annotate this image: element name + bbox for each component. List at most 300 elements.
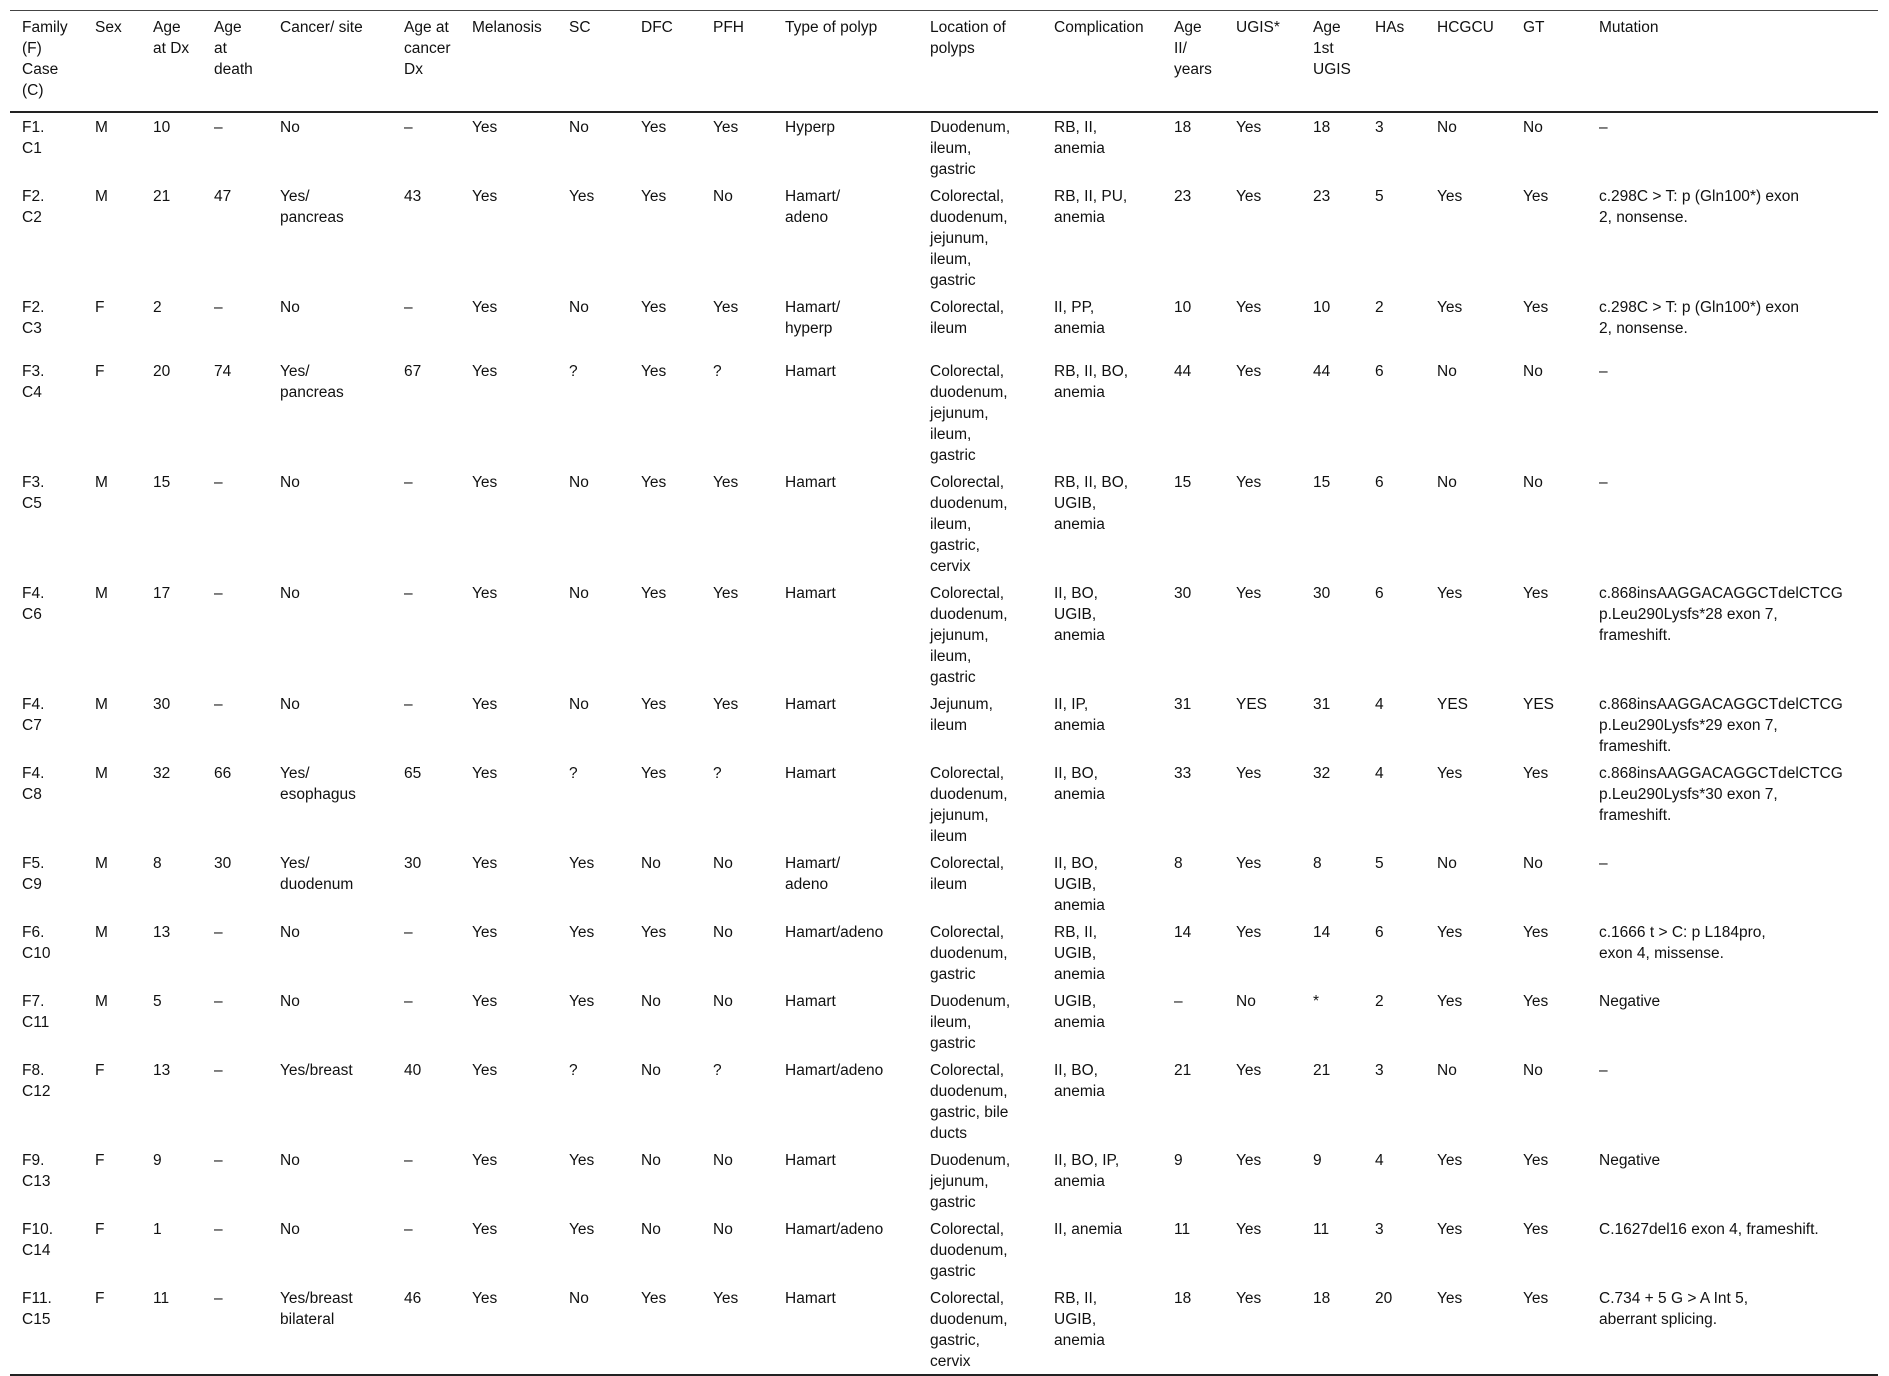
table-cell: F — [95, 1152, 105, 1169]
table-cell: RB, II, anemia — [1054, 119, 1105, 157]
table-cell: 30 — [1313, 585, 1331, 602]
table-cell: Hamart — [785, 993, 836, 1010]
table-cell: No — [280, 474, 300, 491]
table-cell: No — [569, 474, 589, 491]
table-cell: 8 — [1174, 855, 1183, 872]
table-cell: M — [95, 924, 108, 941]
table-cell: – — [214, 696, 223, 713]
table-cell: No — [641, 855, 661, 872]
table-cell: 6 — [1375, 363, 1384, 380]
table-cell: Colorectal, duodenum, jejunum, ileum, gastric — [930, 188, 1008, 289]
table-cell: 15 — [1174, 474, 1192, 491]
table-cell: No — [641, 1221, 661, 1238]
column-header: Age at death — [214, 19, 253, 78]
table-cell: 14 — [1174, 924, 1192, 941]
table-cell: – — [1599, 363, 1608, 380]
table-cell: F — [95, 1221, 105, 1238]
table-cell: – — [214, 1152, 223, 1169]
table-cell: No — [1236, 993, 1256, 1010]
table-cell: Yes — [1523, 1152, 1549, 1169]
table-cell: F — [95, 1290, 105, 1307]
table-cell: 15 — [153, 474, 171, 491]
table-cell: Yes — [1437, 1221, 1463, 1238]
table-cell: Yes — [1437, 188, 1463, 205]
table-cell: Colorectal, duodenum, gastric, cervix — [930, 1290, 1008, 1370]
table-cell: 9 — [1313, 1152, 1322, 1169]
table-cell: Yes — [713, 299, 739, 316]
table-cell: Yes/breast bilateral — [280, 1290, 353, 1328]
table-cell: F — [95, 299, 105, 316]
table-cell: Yes — [1236, 1290, 1262, 1307]
table-cell: Hamart — [785, 474, 836, 491]
table-cell: 44 — [1313, 363, 1331, 380]
table-cell: Yes/ duodenum — [280, 855, 354, 893]
table-cell: Hamart/adeno — [785, 1221, 884, 1238]
table-cell: c.298C > T: p (Gln100*) exon 2, nonsense. — [1599, 188, 1800, 226]
table-cell: 8 — [1313, 855, 1322, 872]
table-cell: 66 — [214, 765, 232, 782]
table-cell: Yes — [1437, 585, 1463, 602]
table-cell: – — [404, 585, 413, 602]
table-cell: Yes — [472, 696, 498, 713]
table-cell: ? — [569, 1062, 578, 1079]
table-cell: 21 — [1174, 1062, 1192, 1079]
table-cell: YES — [1236, 696, 1268, 713]
column-header: Age at Dx — [153, 19, 190, 57]
table-cell: 43 — [404, 188, 422, 205]
table-cell: Yes — [472, 188, 498, 205]
table-cell: – — [404, 299, 413, 316]
table-cell: c.868insAAGGACAGGCTdelCTCG p.Leu290Lysfs*29 exon 7, frameshift. — [1599, 696, 1843, 755]
table-cell: Yes — [1236, 765, 1262, 782]
table-cell: ? — [569, 765, 578, 782]
table-cell: 32 — [153, 765, 171, 782]
table-cell: 44 — [1174, 363, 1192, 380]
table-cell: ? — [713, 765, 722, 782]
table-cell: F — [95, 1062, 105, 1079]
table-cell: RB, II, UGIB, anemia — [1054, 924, 1105, 983]
table-cell: * — [1313, 993, 1320, 1010]
table-cell: No — [280, 1152, 300, 1169]
table-cell: No — [1437, 855, 1457, 872]
table-cell: 13 — [153, 1062, 171, 1079]
table-cell: No — [713, 188, 733, 205]
table-cell: Negative — [1599, 993, 1661, 1010]
table-cell: 4 — [1375, 696, 1384, 713]
table-cell: 5 — [1375, 855, 1384, 872]
table-cell: 3 — [1375, 119, 1384, 136]
table-cell: RB, II, PU, anemia — [1054, 188, 1128, 226]
table-cell: M — [95, 188, 108, 205]
table-cell: Yes — [1236, 585, 1262, 602]
table-cell: Yes — [569, 188, 595, 205]
table-cell: No — [1437, 119, 1457, 136]
table-cell: Hamart — [785, 1290, 836, 1307]
table-cell: Yes — [1523, 993, 1549, 1010]
table-cell: – — [1599, 1062, 1608, 1079]
table-cell: No — [569, 119, 589, 136]
table-cell: Yes — [713, 585, 739, 602]
table-cell: – — [214, 1290, 223, 1307]
table-cell: Yes — [1523, 585, 1549, 602]
table-cell: F4. C6 — [22, 585, 45, 623]
table-cell: Hamart/ adeno — [785, 855, 841, 893]
table-cell: Colorectal, duodenum, jejunum, ileum, gastric — [930, 585, 1008, 686]
table-cell: ? — [713, 363, 722, 380]
table-cell: – — [404, 993, 413, 1010]
table-cell: F9. C13 — [22, 1152, 51, 1190]
column-header: UGIS* — [1236, 19, 1280, 36]
table-cell: 1 — [153, 1221, 162, 1238]
table-cell: 3 — [1375, 1062, 1384, 1079]
table-cell: Yes — [641, 188, 667, 205]
table-cell: Yes — [1437, 924, 1463, 941]
table-cell: F6. C10 — [22, 924, 51, 962]
table-cell: – — [214, 1062, 223, 1079]
table-cell: 5 — [1375, 188, 1384, 205]
table-cell: No — [280, 119, 300, 136]
table-cell: No — [1437, 474, 1457, 491]
table-cell: Yes — [569, 855, 595, 872]
table-cell: Yes — [1236, 119, 1262, 136]
table-cell: Colorectal, duodenum, gastric — [930, 1221, 1008, 1280]
table-cell: 17 — [153, 585, 171, 602]
table-cell: 46 — [404, 1290, 422, 1307]
table-row — [10, 918, 1878, 987]
table-cell: F — [95, 363, 105, 380]
table-cell: Colorectal, duodenum, gastric, bile ducts — [930, 1062, 1009, 1142]
table-cell: Yes — [1523, 924, 1549, 941]
table-cell: – — [404, 1152, 413, 1169]
table-cell: 10 — [153, 119, 171, 136]
table-cell: No — [1523, 474, 1543, 491]
table-cell: No — [1437, 1062, 1457, 1079]
table-cell: II, BO, anemia — [1054, 765, 1105, 803]
table-cell: Colorectal, duodenum, ileum, gastric, cervix — [930, 474, 1008, 575]
table-cell: No — [280, 585, 300, 602]
table-cell: Yes — [472, 1062, 498, 1079]
table-cell: F2. C2 — [22, 188, 45, 226]
table-cell: 9 — [153, 1152, 162, 1169]
table-row — [10, 1056, 1878, 1146]
table-cell: c.868insAAGGACAGGCTdelCTCG p.Leu290Lysfs*28 exon 7, frameshift. — [1599, 585, 1843, 644]
table-cell: 30 — [404, 855, 422, 872]
table-cell: 30 — [214, 855, 232, 872]
table-cell: Yes — [1236, 363, 1262, 380]
table-cell: 65 — [404, 765, 422, 782]
table-cell: Yes — [1523, 1290, 1549, 1307]
table-cell: II, BO, anemia — [1054, 1062, 1105, 1100]
column-header: Mutation — [1599, 19, 1659, 36]
table-cell: 47 — [214, 188, 232, 205]
table-cell: – — [214, 924, 223, 941]
table-cell: M — [95, 474, 108, 491]
table-cell: II, IP, anemia — [1054, 696, 1105, 734]
table-cell: Yes — [569, 993, 595, 1010]
column-header: Sex — [95, 19, 122, 36]
table-cell: Yes — [1236, 1152, 1262, 1169]
header-row — [10, 11, 1878, 113]
table-cell: 2 — [1375, 993, 1384, 1010]
table-cell: C.1627del16 exon 4, frameshift. — [1599, 1221, 1819, 1238]
table-cell: 4 — [1375, 1152, 1384, 1169]
table-cell: No — [280, 696, 300, 713]
table-cell: Hamart/adeno — [785, 924, 884, 941]
table-cell: – — [1599, 119, 1608, 136]
table-cell: Colorectal, duodenum, jejunum, ileum — [930, 765, 1008, 845]
table-cell: 2 — [1375, 299, 1384, 316]
table-cell: Yes — [472, 1221, 498, 1238]
table-cell: No — [280, 993, 300, 1010]
table-cell: 11 — [1174, 1221, 1191, 1238]
table-cell: RB, II, BO, anemia — [1054, 363, 1129, 401]
table-cell: Colorectal, duodenum, gastric — [930, 924, 1008, 983]
column-header: Complication — [1054, 19, 1144, 36]
table-cell: 30 — [153, 696, 171, 713]
table-cell: No — [569, 585, 589, 602]
table-cell: F7. C11 — [22, 993, 50, 1031]
table-row — [10, 579, 1878, 690]
table-cell: F10. C14 — [22, 1221, 54, 1259]
table-cell: 3 — [1375, 1221, 1384, 1238]
table-cell: RB, II, BO, UGIB, anemia — [1054, 474, 1129, 533]
table-cell: Yes/ pancreas — [280, 188, 344, 226]
table-cell: 18 — [1313, 1290, 1331, 1307]
table-cell: ? — [713, 1062, 722, 1079]
table-cell: – — [1599, 855, 1608, 872]
table-cell: 6 — [1375, 474, 1384, 491]
table-cell: Yes — [1437, 765, 1463, 782]
table-cell: Yes — [641, 696, 667, 713]
table-cell: 31 — [1174, 696, 1192, 713]
table-cell: 8 — [153, 855, 162, 872]
table-cell: No — [641, 1152, 661, 1169]
table-cell: No — [280, 1221, 300, 1238]
table-cell: Yes — [1236, 474, 1262, 491]
column-header: HAs — [1375, 19, 1405, 36]
table-row — [10, 293, 1878, 357]
data-table — [10, 10, 1878, 1376]
column-header: Location of polyps — [930, 19, 1006, 57]
table-cell: Yes — [472, 585, 498, 602]
table-cell: Yes — [1236, 924, 1262, 941]
table-cell: 9 — [1174, 1152, 1183, 1169]
table-cell: Yes — [1236, 855, 1262, 872]
table-cell: 23 — [1174, 188, 1192, 205]
table-cell: 21 — [153, 188, 171, 205]
table-cell: 33 — [1174, 765, 1192, 782]
table-cell: Yes — [472, 119, 498, 136]
table-cell: Yes — [472, 765, 498, 782]
table-row — [10, 1146, 1878, 1215]
table-row — [10, 468, 1878, 579]
table-cell: M — [95, 765, 108, 782]
table-cell: 4 — [1375, 765, 1384, 782]
table-cell: Hamart/ adeno — [785, 188, 841, 226]
table-cell: 10 — [1313, 299, 1331, 316]
table-cell: Yes — [472, 1290, 498, 1307]
table-row — [10, 182, 1878, 293]
table-cell: – — [404, 474, 413, 491]
table-cell: 15 — [1313, 474, 1331, 491]
table-cell: No — [1523, 363, 1543, 380]
table-cell: F3. C4 — [22, 363, 45, 401]
table-cell: Hamart — [785, 765, 836, 782]
table-cell: No — [713, 993, 733, 1010]
column-header: DFC — [641, 19, 673, 36]
table-cell: Yes/ esophagus — [280, 765, 356, 803]
table-cell: Colorectal, ileum — [930, 299, 1005, 337]
table-cell: Jejunum, ileum — [930, 696, 993, 734]
table-cell: M — [95, 696, 108, 713]
table-row — [10, 1284, 1878, 1375]
table-cell: 20 — [1375, 1290, 1393, 1307]
table-cell: No — [1523, 855, 1543, 872]
table-cell: – — [404, 924, 413, 941]
table-cell: No — [569, 299, 589, 316]
table-cell: 40 — [404, 1062, 422, 1079]
table-cell: Yes/breast — [280, 1062, 353, 1079]
column-header: Family (F) Case (C) — [22, 19, 68, 99]
table-cell: 74 — [214, 363, 232, 380]
table-cell: Yes — [472, 1152, 498, 1169]
table-cell: II, BO, IP, anemia — [1054, 1152, 1120, 1190]
table-cell: – — [214, 1221, 223, 1238]
column-header: SC — [569, 19, 591, 36]
table-cell: Yes — [569, 1221, 595, 1238]
column-header: Age at cancer Dx — [404, 19, 451, 78]
table-cell: Yes — [713, 119, 739, 136]
table-cell: No — [569, 696, 589, 713]
table-cell: F4. C7 — [22, 696, 45, 734]
table-cell: F3. C5 — [22, 474, 45, 512]
table-cell: 6 — [1375, 924, 1384, 941]
table-cell: c.868insAAGGACAGGCTdelCTCG p.Leu290Lysfs*30 exon 7, frameshift. — [1599, 765, 1843, 824]
table-cell: 31 — [1313, 696, 1331, 713]
table-cell: II, PP, anemia — [1054, 299, 1105, 337]
column-header: HCGCU — [1437, 19, 1494, 36]
table-cell: F4. C8 — [22, 765, 45, 803]
table-cell: Hamart/adeno — [785, 1062, 884, 1079]
table-cell: YES — [1523, 696, 1555, 713]
table-cell: 18 — [1174, 119, 1192, 136]
table-cell: II, anemia — [1054, 1221, 1123, 1238]
table-body — [10, 112, 1878, 1375]
table-cell: Yes — [641, 585, 667, 602]
table-cell: 18 — [1174, 1290, 1192, 1307]
table-cell: Colorectal, ileum — [930, 855, 1005, 893]
table-cell: No — [641, 993, 661, 1010]
table-cell: Yes — [1236, 188, 1262, 205]
table-cell: – — [214, 585, 223, 602]
table-row — [10, 112, 1878, 182]
table-cell: F8. C12 — [22, 1062, 51, 1100]
table-cell: Yes — [1523, 188, 1549, 205]
table-cell: Yes — [1236, 1062, 1262, 1079]
table-cell: 11 — [1313, 1221, 1330, 1238]
table-cell: 20 — [153, 363, 171, 380]
table-cell: No — [569, 1290, 589, 1307]
table-container — [10, 10, 1878, 1376]
column-header: PFH — [713, 19, 744, 36]
table-cell: Yes — [713, 696, 739, 713]
table-cell: Hyperp — [785, 119, 835, 136]
table-cell: – — [214, 299, 223, 316]
table-cell: c.1666 t > C: p L184pro, exon 4, missense. — [1599, 924, 1766, 962]
table-cell: 67 — [404, 363, 422, 380]
column-header: Type of polyp — [785, 19, 878, 36]
table-cell: Yes — [641, 119, 667, 136]
table-cell: – — [404, 696, 413, 713]
table-cell: M — [95, 585, 108, 602]
table-cell: 18 — [1313, 119, 1331, 136]
table-cell: No — [1437, 363, 1457, 380]
table-cell: Colorectal, duodenum, jejunum, ileum, gastric — [930, 363, 1008, 464]
table-cell: Yes — [569, 924, 595, 941]
table-cell: No — [280, 299, 300, 316]
table-cell: Yes — [1523, 1221, 1549, 1238]
table-cell: 2 — [153, 299, 162, 316]
table-cell: No — [1523, 1062, 1543, 1079]
table-cell: No — [713, 855, 733, 872]
column-header: GT — [1523, 19, 1545, 36]
table-cell: Yes — [1437, 1152, 1463, 1169]
table-cell: Yes — [713, 1290, 739, 1307]
table-cell: Yes — [641, 765, 667, 782]
table-cell: Yes — [1437, 993, 1463, 1010]
table-cell: 30 — [1174, 585, 1192, 602]
table-cell: RB, II, UGIB, anemia — [1054, 1290, 1105, 1349]
table-cell: F5. C9 — [22, 855, 45, 893]
table-cell: – — [404, 119, 413, 136]
table-cell: Hamart — [785, 1152, 836, 1169]
table-cell: No — [713, 924, 733, 941]
table-cell: Yes — [713, 474, 739, 491]
table-cell: Yes — [641, 299, 667, 316]
table-cell: II, BO, UGIB, anemia — [1054, 585, 1105, 644]
table-cell: 23 — [1313, 188, 1331, 205]
table-row — [10, 849, 1878, 918]
table-cell: Yes — [641, 1290, 667, 1307]
column-header: Age II/ years — [1174, 19, 1212, 78]
table-cell: – — [214, 993, 223, 1010]
table-cell: YES — [1437, 696, 1469, 713]
table-row — [10, 987, 1878, 1056]
table-cell: 14 — [1313, 924, 1331, 941]
table-cell: Yes — [472, 299, 498, 316]
table-cell: 10 — [1174, 299, 1192, 316]
table-cell: Duodenum, ileum, gastric — [930, 993, 1011, 1052]
table-cell: 6 — [1375, 585, 1384, 602]
table-cell: UGIB, anemia — [1054, 993, 1105, 1031]
table-header — [10, 11, 1878, 113]
table-cell: c.298C > T: p (Gln100*) exon 2, nonsense. — [1599, 299, 1800, 337]
table-cell: Yes — [569, 1152, 595, 1169]
table-cell: Hamart — [785, 696, 836, 713]
table-cell: – — [214, 474, 223, 491]
table-cell: – — [1174, 993, 1183, 1010]
table-cell: Yes — [641, 924, 667, 941]
table-cell: F11. C15 — [22, 1290, 52, 1328]
table-cell: Hamart — [785, 585, 836, 602]
table-row — [10, 357, 1878, 468]
table-cell: No — [280, 924, 300, 941]
table-cell: Yes/ pancreas — [280, 363, 344, 401]
table-cell: Yes — [472, 993, 498, 1010]
table-cell: F1. C1 — [22, 119, 45, 157]
table-cell: M — [95, 119, 108, 136]
table-cell: Yes — [1437, 299, 1463, 316]
